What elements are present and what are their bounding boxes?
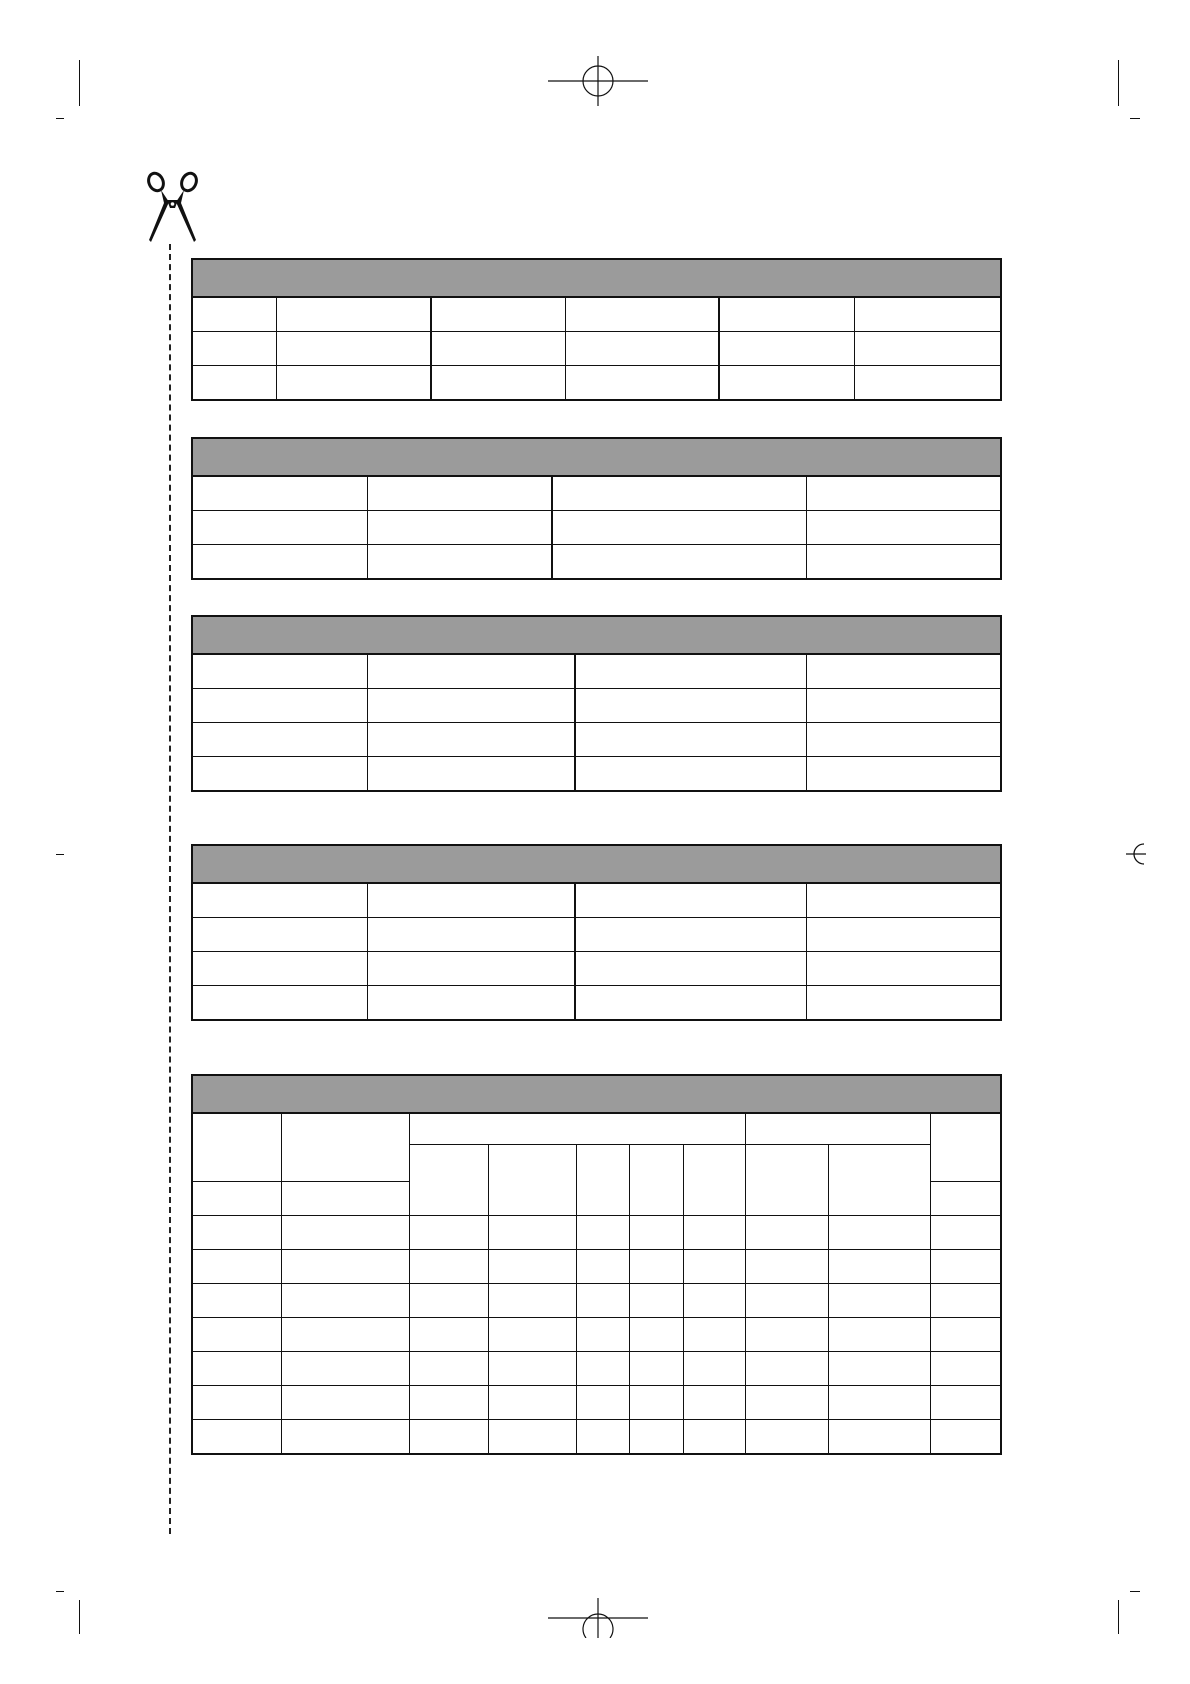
table-cell[interactable] bbox=[930, 1419, 1000, 1453]
table-cell[interactable] bbox=[488, 1249, 576, 1283]
table-cell[interactable] bbox=[576, 1181, 629, 1215]
table-row bbox=[193, 1283, 1000, 1317]
table-cell[interactable] bbox=[683, 1249, 745, 1283]
table-cell[interactable] bbox=[488, 1215, 576, 1249]
header-group-cell bbox=[745, 1114, 930, 1145]
table-cell[interactable] bbox=[193, 477, 367, 511]
table-cell[interactable] bbox=[719, 298, 854, 332]
table-row bbox=[193, 723, 1000, 757]
trim-mark-bottom-left bbox=[56, 1591, 64, 1592]
table-cell[interactable] bbox=[193, 511, 367, 545]
table-cell[interactable] bbox=[367, 952, 575, 986]
table-cell[interactable] bbox=[930, 1351, 1000, 1385]
table-cell[interactable] bbox=[193, 689, 367, 723]
table-cell[interactable] bbox=[193, 757, 367, 791]
table-cell[interactable] bbox=[488, 1419, 576, 1453]
table-cell[interactable] bbox=[576, 1385, 629, 1419]
table-cell[interactable] bbox=[629, 1317, 683, 1351]
table-cell[interactable] bbox=[576, 1215, 629, 1249]
table-cell[interactable] bbox=[828, 1181, 930, 1215]
header-cell bbox=[683, 1145, 745, 1182]
cut-line bbox=[169, 244, 171, 1534]
table-row bbox=[193, 1351, 1000, 1385]
form-grid bbox=[193, 298, 1000, 399]
header-cell bbox=[629, 1145, 683, 1182]
table-cell[interactable] bbox=[431, 332, 565, 366]
table-row bbox=[193, 477, 1000, 511]
table-cell[interactable] bbox=[193, 986, 367, 1020]
table-cell[interactable] bbox=[409, 1351, 488, 1385]
table-row bbox=[193, 1419, 1000, 1453]
table-cell[interactable] bbox=[806, 918, 1000, 952]
header-cell bbox=[576, 1145, 629, 1182]
table-cell[interactable] bbox=[281, 1351, 409, 1385]
table-cell[interactable] bbox=[409, 1283, 488, 1317]
table-cell[interactable] bbox=[719, 366, 854, 400]
table-cell[interactable] bbox=[575, 757, 806, 791]
table-cell[interactable] bbox=[828, 1283, 930, 1317]
crop-mark-top-left bbox=[79, 60, 80, 106]
table-cell[interactable] bbox=[431, 366, 565, 400]
table-cell[interactable] bbox=[281, 1385, 409, 1419]
table-cell[interactable] bbox=[683, 1419, 745, 1453]
table-cell[interactable] bbox=[409, 1249, 488, 1283]
table-cell[interactable] bbox=[488, 1385, 576, 1419]
table-cell[interactable] bbox=[828, 1317, 930, 1351]
table-cell[interactable] bbox=[629, 1419, 683, 1453]
table-row bbox=[193, 1317, 1000, 1351]
table-cell[interactable] bbox=[367, 723, 575, 757]
table-row bbox=[193, 1215, 1000, 1249]
table-cell[interactable] bbox=[367, 545, 552, 579]
table-cell[interactable] bbox=[193, 655, 367, 689]
header-row-group bbox=[193, 1114, 1000, 1145]
table-cell[interactable] bbox=[930, 1215, 1000, 1249]
table-cell[interactable] bbox=[367, 511, 552, 545]
registration-mark-mid-right bbox=[1126, 842, 1148, 866]
table-cell[interactable] bbox=[745, 1283, 828, 1317]
table-cell[interactable] bbox=[193, 545, 367, 579]
table-cell[interactable] bbox=[629, 1283, 683, 1317]
table-row bbox=[193, 884, 1000, 918]
table-cell[interactable] bbox=[409, 1181, 488, 1215]
table-cell[interactable] bbox=[488, 1317, 576, 1351]
table-row bbox=[193, 952, 1000, 986]
form-header-bar bbox=[193, 260, 1000, 298]
table-cell[interactable] bbox=[193, 1385, 281, 1419]
trim-mark-top-left bbox=[56, 118, 64, 119]
form-header-bar bbox=[193, 1076, 1000, 1114]
table-cell[interactable] bbox=[565, 298, 719, 332]
trim-mark-top-right bbox=[1130, 118, 1140, 119]
table-cell[interactable] bbox=[806, 757, 1000, 791]
table-cell[interactable] bbox=[552, 477, 806, 511]
table-row bbox=[193, 1249, 1000, 1283]
table-cell[interactable] bbox=[193, 1283, 281, 1317]
table-cell[interactable] bbox=[552, 545, 806, 579]
form-table-5 bbox=[191, 1074, 1002, 1455]
table-cell[interactable] bbox=[193, 332, 276, 366]
table-cell[interactable] bbox=[193, 1181, 281, 1215]
table-cell[interactable] bbox=[552, 511, 806, 545]
trim-mark-bottom-right bbox=[1130, 1591, 1140, 1592]
table-cell[interactable] bbox=[193, 1351, 281, 1385]
scissors-icon bbox=[145, 170, 203, 246]
table-cell[interactable] bbox=[854, 298, 1000, 332]
form-grid bbox=[193, 884, 1000, 1019]
table-cell[interactable] bbox=[806, 477, 1000, 511]
table-cell[interactable] bbox=[854, 366, 1000, 400]
trim-mark-mid-left bbox=[56, 854, 64, 855]
form-table-3 bbox=[191, 615, 1002, 792]
table-row bbox=[193, 655, 1000, 689]
table-cell[interactable] bbox=[683, 1317, 745, 1351]
table-cell[interactable] bbox=[576, 1283, 629, 1317]
table-cell[interactable] bbox=[565, 332, 719, 366]
table-cell[interactable] bbox=[683, 1181, 745, 1215]
crop-mark-bottom-right bbox=[1118, 1600, 1119, 1634]
table-cell[interactable] bbox=[409, 1317, 488, 1351]
table-cell[interactable] bbox=[806, 511, 1000, 545]
form-grid bbox=[193, 477, 1000, 578]
table-cell[interactable] bbox=[683, 1385, 745, 1419]
table-row bbox=[193, 918, 1000, 952]
header-cell bbox=[828, 1145, 930, 1182]
table-cell[interactable] bbox=[193, 366, 276, 400]
table-cell[interactable] bbox=[276, 332, 431, 366]
table-cell[interactable] bbox=[193, 952, 367, 986]
header-cell bbox=[745, 1145, 828, 1182]
table-cell[interactable] bbox=[367, 689, 575, 723]
table-cell[interactable] bbox=[719, 332, 854, 366]
table-cell[interactable] bbox=[854, 332, 1000, 366]
form-table-2 bbox=[191, 437, 1002, 580]
table-cell[interactable] bbox=[828, 1419, 930, 1453]
table-cell[interactable] bbox=[683, 1215, 745, 1249]
table-cell[interactable] bbox=[576, 1419, 629, 1453]
table-cell[interactable] bbox=[276, 366, 431, 400]
table-cell[interactable] bbox=[488, 1181, 576, 1215]
table-cell[interactable] bbox=[806, 655, 1000, 689]
table-cell[interactable] bbox=[409, 1385, 488, 1419]
table-cell[interactable] bbox=[828, 1215, 930, 1249]
table-row bbox=[193, 1385, 1000, 1419]
table-cell[interactable] bbox=[828, 1385, 930, 1419]
table-cell[interactable] bbox=[367, 757, 575, 791]
form-grid bbox=[193, 655, 1000, 790]
table-cell[interactable] bbox=[745, 1181, 828, 1215]
table-cell[interactable] bbox=[193, 1215, 281, 1249]
form-header-bar bbox=[193, 846, 1000, 884]
table-cell[interactable] bbox=[367, 655, 575, 689]
form-table-4 bbox=[191, 844, 1002, 1021]
table-cell[interactable] bbox=[930, 1317, 1000, 1351]
table-cell[interactable] bbox=[806, 986, 1000, 1020]
table-cell[interactable] bbox=[745, 1317, 828, 1351]
crop-mark-top-right bbox=[1118, 60, 1119, 106]
table-cell[interactable] bbox=[629, 1351, 683, 1385]
table-cell[interactable] bbox=[281, 1419, 409, 1453]
table-cell[interactable] bbox=[193, 723, 367, 757]
header-cell bbox=[281, 1114, 409, 1181]
table-row bbox=[193, 366, 1000, 400]
table-cell[interactable] bbox=[575, 689, 806, 723]
crosshair-icon bbox=[548, 1598, 648, 1638]
table-cell[interactable] bbox=[409, 1419, 488, 1453]
table-cell[interactable] bbox=[576, 1351, 629, 1385]
form-header-bar bbox=[193, 439, 1000, 477]
table-cell[interactable] bbox=[276, 298, 431, 332]
table-cell[interactable] bbox=[281, 1181, 409, 1215]
table-cell[interactable] bbox=[575, 986, 806, 1020]
table-cell[interactable] bbox=[806, 545, 1000, 579]
table-cell[interactable] bbox=[683, 1283, 745, 1317]
header-group-cell bbox=[409, 1114, 745, 1145]
table-cell[interactable] bbox=[629, 1181, 683, 1215]
table-cell[interactable] bbox=[629, 1385, 683, 1419]
table-cell[interactable] bbox=[745, 1385, 828, 1419]
table-cell[interactable] bbox=[281, 1215, 409, 1249]
table-cell[interactable] bbox=[629, 1249, 683, 1283]
table-row bbox=[193, 511, 1000, 545]
header-cell bbox=[930, 1114, 1000, 1181]
table-cell[interactable] bbox=[575, 723, 806, 757]
table-cell[interactable] bbox=[930, 1385, 1000, 1419]
table-cell[interactable] bbox=[806, 952, 1000, 986]
table-row bbox=[193, 757, 1000, 791]
table-cell[interactable] bbox=[193, 918, 367, 952]
table-row bbox=[193, 1181, 1000, 1215]
table-cell[interactable] bbox=[193, 298, 276, 332]
header-cell bbox=[193, 1114, 281, 1181]
crop-mark-bottom-left bbox=[79, 1600, 80, 1634]
table-row bbox=[193, 689, 1000, 723]
table-cell[interactable] bbox=[193, 1419, 281, 1453]
table-cell[interactable] bbox=[367, 884, 575, 918]
form-header-bar bbox=[193, 617, 1000, 655]
table-cell[interactable] bbox=[575, 655, 806, 689]
table-cell[interactable] bbox=[576, 1317, 629, 1351]
table-cell[interactable] bbox=[806, 884, 1000, 918]
table-cell[interactable] bbox=[745, 1215, 828, 1249]
table-cell[interactable] bbox=[930, 1181, 1000, 1215]
table-row bbox=[193, 332, 1000, 366]
table-cell[interactable] bbox=[930, 1283, 1000, 1317]
header-cell bbox=[409, 1145, 488, 1182]
table-row bbox=[193, 986, 1000, 1020]
table-cell[interactable] bbox=[488, 1351, 576, 1385]
table-cell[interactable] bbox=[576, 1249, 629, 1283]
table-cell[interactable] bbox=[193, 884, 367, 918]
table-cell[interactable] bbox=[193, 1317, 281, 1351]
table-cell[interactable] bbox=[281, 1283, 409, 1317]
table-cell[interactable] bbox=[629, 1215, 683, 1249]
table-cell[interactable] bbox=[745, 1351, 828, 1385]
log-grid bbox=[193, 1114, 1000, 1453]
table-cell[interactable] bbox=[683, 1351, 745, 1385]
form-table-1 bbox=[191, 258, 1002, 401]
table-cell[interactable] bbox=[281, 1249, 409, 1283]
crosshair-icon bbox=[548, 56, 648, 110]
table-cell[interactable] bbox=[575, 884, 806, 918]
table-cell[interactable] bbox=[409, 1215, 488, 1249]
table-cell[interactable] bbox=[828, 1351, 930, 1385]
table-cell[interactable] bbox=[367, 477, 552, 511]
table-cell[interactable] bbox=[828, 1249, 930, 1283]
table-row bbox=[193, 298, 1000, 332]
table-row bbox=[193, 545, 1000, 579]
table-cell[interactable] bbox=[193, 1249, 281, 1283]
header-cell bbox=[488, 1145, 576, 1182]
table-cell[interactable] bbox=[575, 918, 806, 952]
table-cell[interactable] bbox=[431, 298, 565, 332]
table-cell[interactable] bbox=[806, 723, 1000, 757]
table-cell[interactable] bbox=[745, 1419, 828, 1453]
table-cell[interactable] bbox=[575, 952, 806, 986]
table-cell[interactable] bbox=[488, 1283, 576, 1317]
table-cell[interactable] bbox=[806, 689, 1000, 723]
table-cell[interactable] bbox=[281, 1317, 409, 1351]
table-cell[interactable] bbox=[565, 366, 719, 400]
table-cell[interactable] bbox=[367, 918, 575, 952]
table-cell[interactable] bbox=[367, 986, 575, 1020]
table-cell[interactable] bbox=[930, 1249, 1000, 1283]
table-cell[interactable] bbox=[745, 1249, 828, 1283]
